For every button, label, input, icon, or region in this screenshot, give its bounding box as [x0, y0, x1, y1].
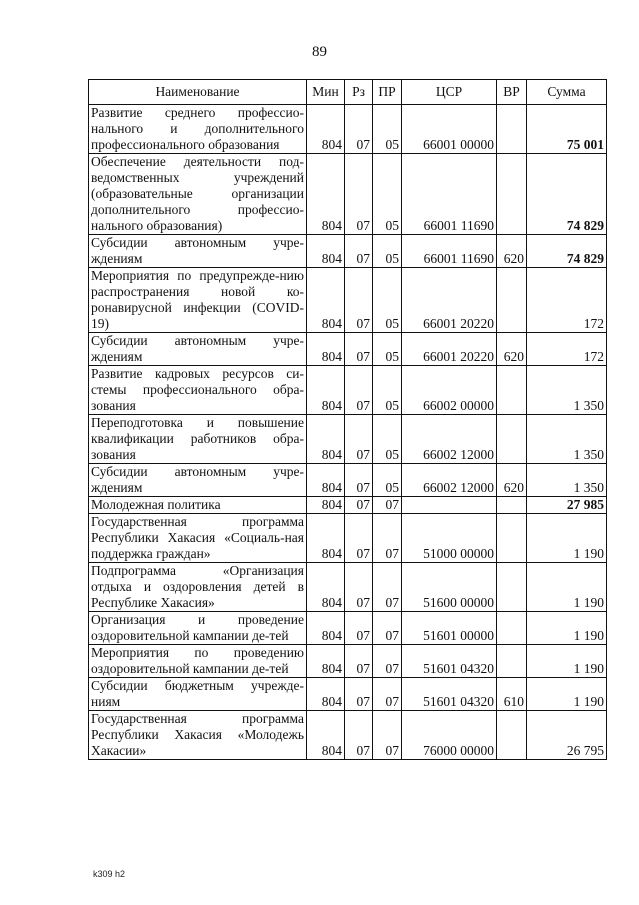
header-csr: ЦСР [402, 80, 497, 105]
csr-cell: 66001 11690 [402, 154, 497, 235]
name-cell: Мероприятия по предупрежде-нию распространения новой ко-ронавирусной инфекции (COVID-19) [89, 268, 307, 333]
sum-cell: 74 829 [527, 154, 607, 235]
vr-cell [497, 711, 527, 760]
min-cell: 804 [307, 235, 345, 268]
rz-cell: 07 [345, 497, 373, 514]
name-cell: Переподготовка и повышение квалификации работников обра-зования [89, 415, 307, 464]
name-cell: Подпрограмма «Организация отдыха и оздоровления детей в Республике Хакасия» [89, 563, 307, 612]
pr-cell: 05 [373, 235, 402, 268]
pr-cell: 07 [373, 563, 402, 612]
rz-cell: 07 [345, 711, 373, 760]
csr-cell: 51601 04320 [402, 645, 497, 678]
budget-table [88, 79, 607, 760]
pr-cell: 07 [373, 514, 402, 563]
rz-cell: 07 [345, 645, 373, 678]
min-cell: 804 [307, 366, 345, 415]
table-row [89, 711, 607, 760]
min-cell: 804 [307, 464, 345, 497]
vr-cell [497, 612, 527, 645]
min-cell: 804 [307, 514, 345, 563]
sum-cell: 172 [527, 268, 607, 333]
sum-cell: 1 190 [527, 678, 607, 711]
sum-cell: 1 190 [527, 514, 607, 563]
vr-cell: 610 [497, 678, 527, 711]
vr-cell: 620 [497, 235, 527, 268]
table-row [89, 464, 607, 497]
pr-cell: 07 [373, 612, 402, 645]
table-row [89, 514, 607, 563]
table-row [89, 268, 607, 333]
pr-cell: 05 [373, 464, 402, 497]
rz-cell: 07 [345, 464, 373, 497]
pr-cell: 07 [373, 678, 402, 711]
table-row [89, 154, 607, 235]
table-row [89, 415, 607, 464]
sum-cell: 172 [527, 333, 607, 366]
min-cell: 804 [307, 497, 345, 514]
name-cell: Государственная программа Республики Хакасия «Социаль-ная поддержка граждан» [89, 514, 307, 563]
rz-cell: 07 [345, 415, 373, 464]
min-cell: 804 [307, 154, 345, 235]
rz-cell: 07 [345, 154, 373, 235]
pr-cell: 07 [373, 497, 402, 514]
name-cell: Развитие среднего профессио-нального и дополнительного профессионального образования [89, 105, 307, 154]
min-cell: 804 [307, 563, 345, 612]
rz-cell: 07 [345, 366, 373, 415]
header-vr: ВР [497, 80, 527, 105]
rz-cell: 07 [345, 612, 373, 645]
csr-cell: 66001 00000 [402, 105, 497, 154]
rz-cell: 07 [345, 235, 373, 268]
name-cell: Развитие кадровых ресурсов си-стемы профессионального обра-зования [89, 366, 307, 415]
sum-cell: 75 001 [527, 105, 607, 154]
pr-cell: 07 [373, 711, 402, 760]
name-cell: Мероприятия по проведению оздоровительной кампании де-тей [89, 645, 307, 678]
sum-cell: 1 350 [527, 366, 607, 415]
rz-cell: 07 [345, 268, 373, 333]
table-row [89, 105, 607, 154]
vr-cell [497, 154, 527, 235]
header-name: Наименование [89, 80, 307, 105]
vr-cell: 620 [497, 333, 527, 366]
header-pr: ПР [373, 80, 402, 105]
csr-cell: 66001 20220 [402, 268, 497, 333]
csr-cell: 66002 00000 [402, 366, 497, 415]
table-header-row [89, 80, 607, 105]
min-cell: 804 [307, 268, 345, 333]
min-cell: 804 [307, 333, 345, 366]
vr-cell [497, 645, 527, 678]
vr-cell [497, 268, 527, 333]
min-cell: 804 [307, 678, 345, 711]
sum-cell: 74 829 [527, 235, 607, 268]
pr-cell: 05 [373, 366, 402, 415]
min-cell: 804 [307, 105, 345, 154]
min-cell: 804 [307, 612, 345, 645]
sum-cell: 1 190 [527, 612, 607, 645]
csr-cell: 51000 00000 [402, 514, 497, 563]
pr-cell: 05 [373, 105, 402, 154]
sum-cell: 26 795 [527, 711, 607, 760]
name-cell: Субсидии бюджетным учрежде-ниям [89, 678, 307, 711]
csr-cell: 66001 11690 [402, 235, 497, 268]
table-row [89, 563, 607, 612]
rz-cell: 07 [345, 333, 373, 366]
min-cell: 804 [307, 711, 345, 760]
vr-cell [497, 366, 527, 415]
table-row [89, 645, 607, 678]
csr-cell: 66002 12000 [402, 464, 497, 497]
table-row [89, 366, 607, 415]
csr-cell: 51601 00000 [402, 612, 497, 645]
vr-cell [497, 514, 527, 563]
name-cell: Молодежная политика [89, 497, 307, 514]
csr-cell: 51601 04320 [402, 678, 497, 711]
pr-cell: 05 [373, 268, 402, 333]
table-row [89, 497, 607, 514]
rz-cell: 07 [345, 514, 373, 563]
name-cell: Субсидии автономным учре-ждениям [89, 235, 307, 268]
document-code: k309 h2 [93, 869, 126, 879]
sum-cell: 1 190 [527, 563, 607, 612]
vr-cell [497, 497, 527, 514]
table-row [89, 333, 607, 366]
header-sum: Сумма [527, 80, 607, 105]
vr-cell: 620 [497, 464, 527, 497]
pr-cell: 05 [373, 154, 402, 235]
table-row [89, 235, 607, 268]
min-cell: 804 [307, 415, 345, 464]
name-cell: Организация и проведение оздоровительной кампании де-тей [89, 612, 307, 645]
csr-cell [402, 497, 497, 514]
name-cell: Обеспечение деятельности под-ведомственных учреждений (образовательные организации дополнительного профессио-нального образования) [89, 154, 307, 235]
sum-cell: 1 190 [527, 645, 607, 678]
vr-cell [497, 563, 527, 612]
table-row [89, 612, 607, 645]
vr-cell [497, 105, 527, 154]
min-cell: 804 [307, 645, 345, 678]
table-row [89, 678, 607, 711]
rz-cell: 07 [345, 105, 373, 154]
vr-cell [497, 415, 527, 464]
csr-cell: 66001 20220 [402, 333, 497, 366]
page-number: 89 [312, 44, 327, 60]
csr-cell: 66002 12000 [402, 415, 497, 464]
name-cell: Государственная программа Республики Хакасия «Молодежь Хакасии» [89, 711, 307, 760]
sum-cell: 1 350 [527, 464, 607, 497]
name-cell: Субсидии автономным учре-ждениям [89, 464, 307, 497]
pr-cell: 07 [373, 645, 402, 678]
pr-cell: 05 [373, 415, 402, 464]
pr-cell: 05 [373, 333, 402, 366]
rz-cell: 07 [345, 563, 373, 612]
sum-cell: 1 350 [527, 415, 607, 464]
csr-cell: 51600 00000 [402, 563, 497, 612]
header-rz: Рз [345, 80, 373, 105]
sum-cell: 27 985 [527, 497, 607, 514]
header-min: Мин [307, 80, 345, 105]
name-cell: Субсидии автономным учре-ждениям [89, 333, 307, 366]
rz-cell: 07 [345, 678, 373, 711]
csr-cell: 76000 00000 [402, 711, 497, 760]
